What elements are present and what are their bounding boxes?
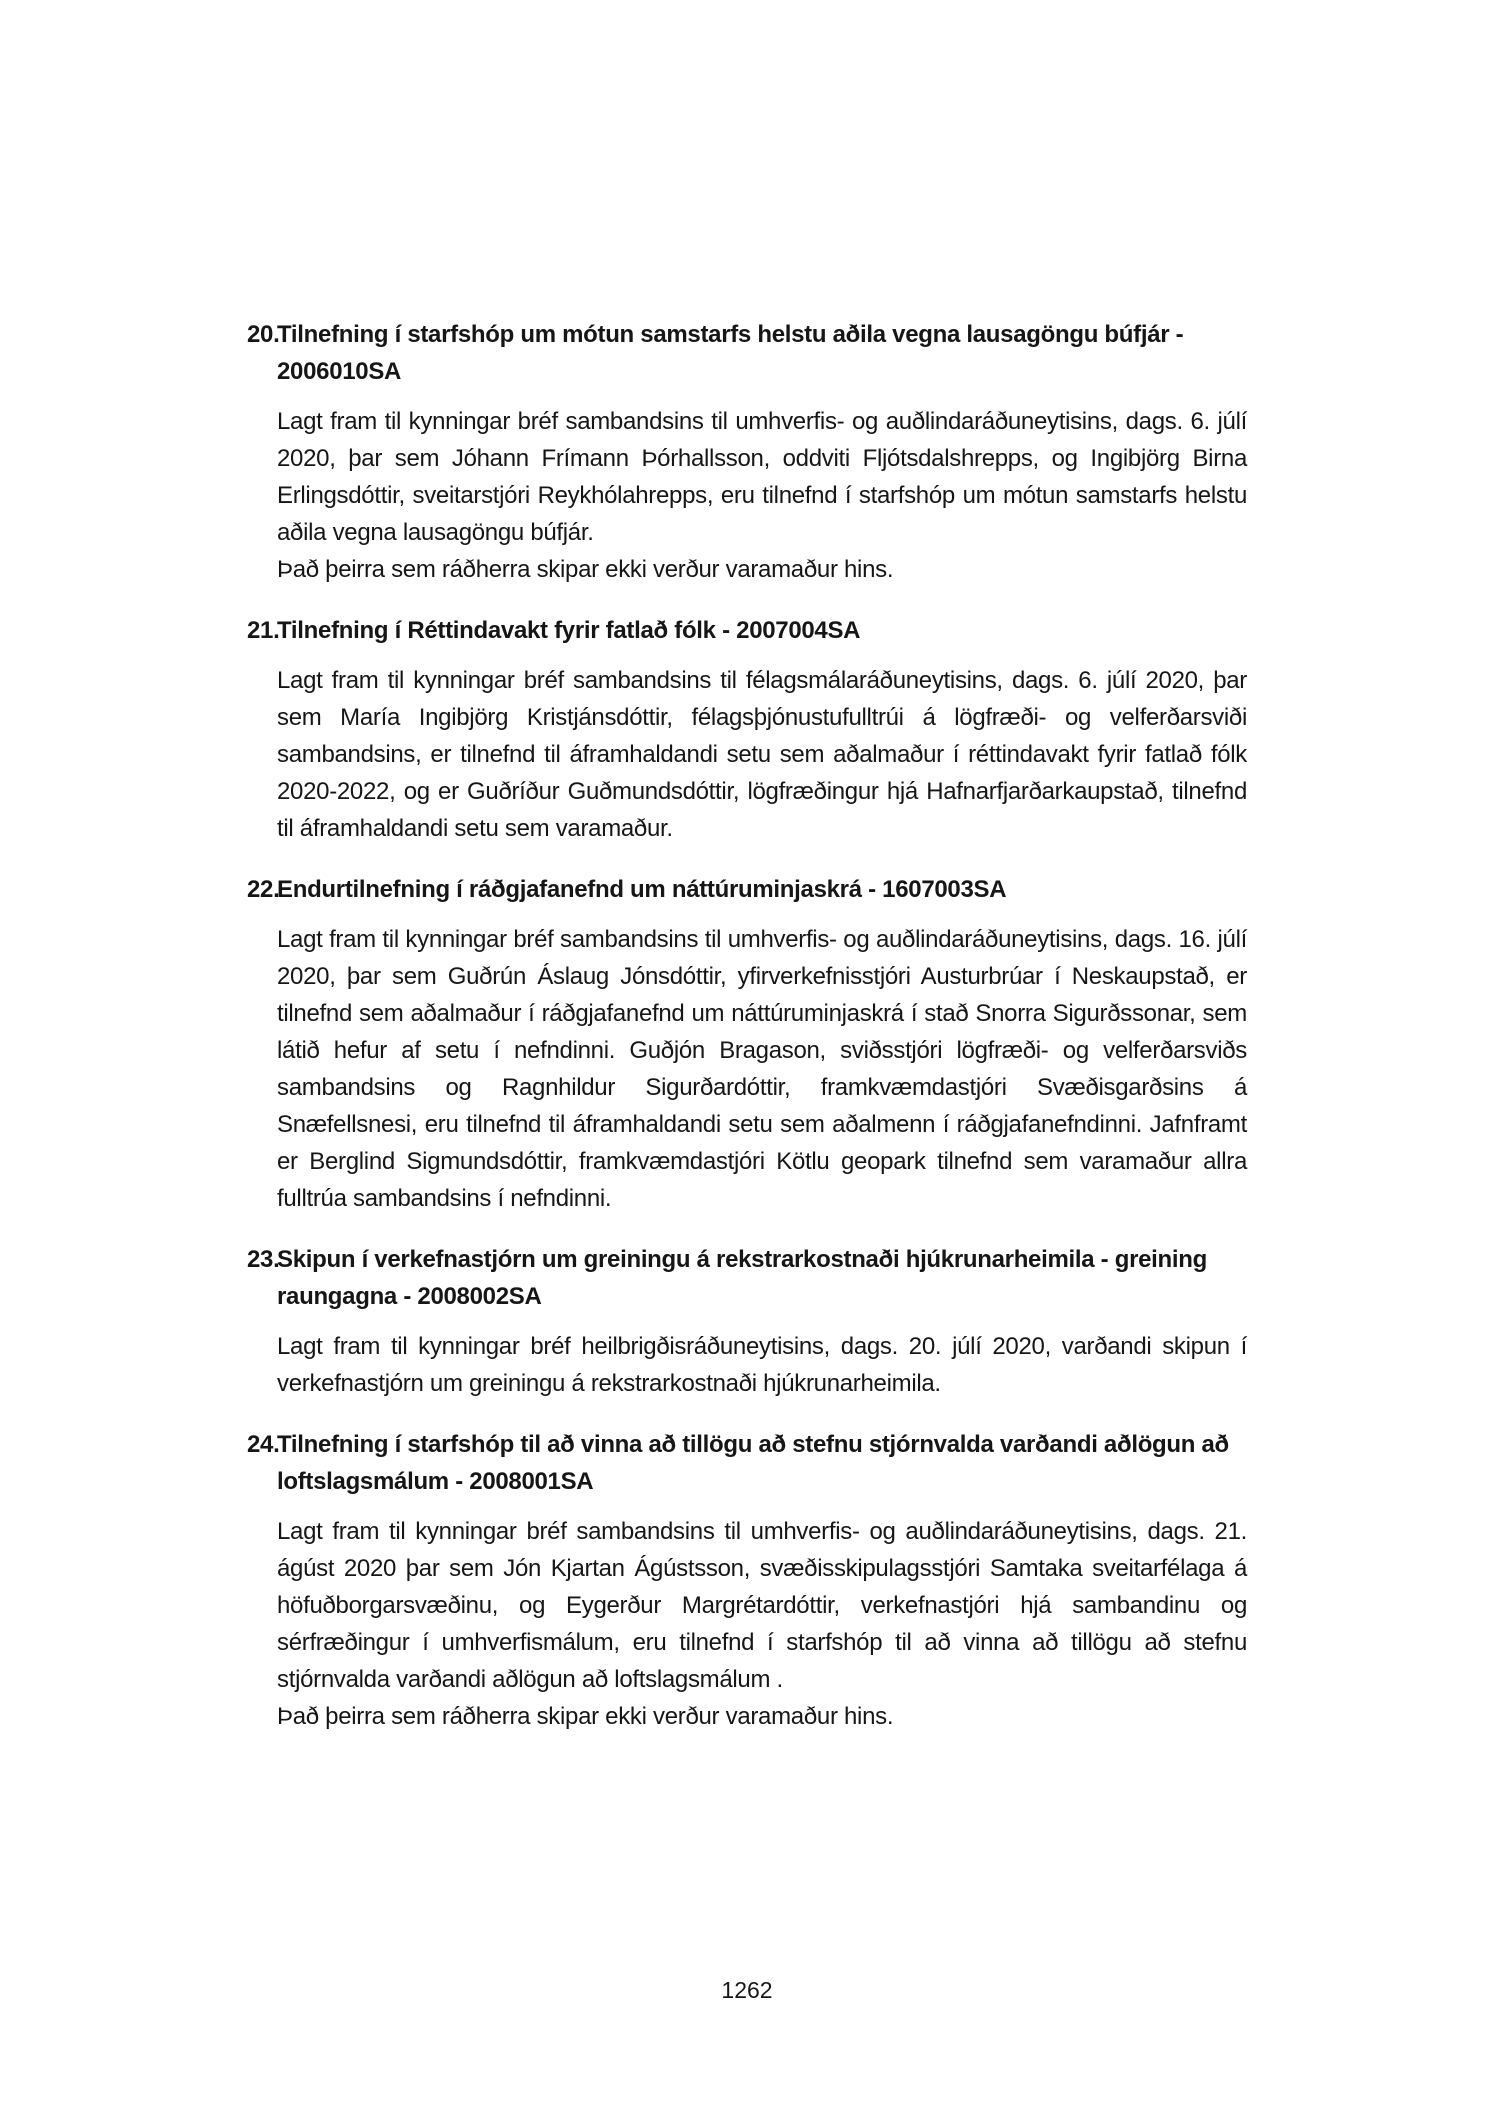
item-number: 24. [247,1431,280,1458]
page-number: 1262 [721,1977,773,2003]
item-paragraph: Lagt fram til kynningar bréf sambandsins til félagsmálaráðuneytisins, dags. 6. júlí 2020, þar sem María Ingibjörg Kristjánsdóttir, félagsþjónustufulltrúi á lögfræði- og velferðarsviði sambandsins, er tilnefnd til áframhaldandi setu sem aðalmaður í réttindavakt fyrir fatlað fólk 2020-2022, og er Guðríður Guðmundsdóttir, lögfræðingur hjá Hafnarfjarðarkaupstað, tilnefnd til áframhaldandi setu sem varamaður. [277,667,1247,842]
agenda-item-20 [247,316,1247,588]
item-title: Endurtilnefning í ráðgjafanefnd um náttúruminjaskrá - 1607003SA [277,876,1007,903]
item-title: Tilnefning í starfshóp um mótun samstarfs helstu aðila vegna lausagöngu búfjár - 2006010SA [277,321,1184,385]
item-title: Tilnefning í Réttindavakt fyrir fatlað fólk - 2007004SA [277,617,861,644]
agenda-item-22 [247,871,1247,1217]
item-body [277,1513,1247,1735]
item-paragraph: Lagt fram til kynningar bréf sambandsins til umhverfis- og auðlindaráðuneytisins, dags. 6. júlí 2020, þar sem Jóhann Frímann Þórhallsson, oddviti Fljótsdalshrepps, og Ingibjörg Birna Erlingsdóttir, sveitarstjóri Reykhólahrepps, eru tilnefnd í starfshóp um mótun samstarfs helstu aðila vegna lausagöngu búfjár. [277,408,1247,546]
item-paragraph: Lagt fram til kynningar bréf sambandsins til umhverfis- og auðlindaráðuneytisins, dags. 16. júlí 2020, þar sem Guðrún Áslaug Jónsdóttir, yfirverkefnisstjóri Austurbrúar í Neskaupstað, er tilnefnd sem aðalmaður í ráðgjafanefnd um náttúruminjaskrá í stað Snorra Sigurðssonar, sem látið hefur af setu í nefndinni. Guðjón Bragason, sviðsstjóri lögfræði- og velferðarsviðs sambandsins og Ragnhildur Sigurðardóttir, framkvæmdastjóri Svæðisgarðsins á Snæfellsnesi, eru tilnefnd til áframhaldandi setu sem aðalmenn í ráðgjafanefndinni. Jafnframt er Berglind Sigmundsdóttir, framkvæmdastjóri Kötlu geopark tilnefnd sem varamaður allra fulltrúa sambandsins í nefndinni. [277,926,1247,1212]
item-title: Tilnefning í starfshóp til að vinna að tillögu að stefnu stjórnvalda varðandi aðlögun að loftslagsmálum - 2008001SA [277,1431,1229,1495]
item-body [277,921,1247,1217]
item-number: 23. [247,1246,280,1273]
item-body [277,662,1247,847]
item-paragraph: Lagt fram til kynningar bréf sambandsins til umhverfis- og auðlindaráðuneytisins, dags. 21. ágúst 2020 þar sem Jón Kjartan Ágústsson, svæðisskipulagsstjóri Samtaka sveitarfélaga á höfuðborgarsvæðinu, og Eygerður Margrétardóttir, verkefnastjóri hjá sambandinu og sérfræðingur í umhverfismálum, eru tilnefnd í starfshóp til að vinna að tillögu að stefnu stjórnvalda varðandi aðlögun að loftslagsmálum . [277,1518,1247,1693]
item-body [277,403,1247,588]
item-title: Skipun í verkefnastjórn um greiningu á rekstrarkostnaði hjúkrunarheimila - greining raungagna - 2008002SA [277,1246,1207,1310]
item-body [277,1328,1247,1402]
item-number: 22. [247,876,280,903]
agenda-item-21 [247,612,1247,847]
item-number: 20. [247,321,280,348]
item-paragraph: Það þeirra sem ráðherra skipar ekki verður varamaður hins. [277,1703,894,1730]
agenda-item-24 [247,1426,1247,1735]
item-number: 21. [247,617,280,644]
agenda-items-list [247,316,1247,1759]
item-paragraph: Það þeirra sem ráðherra skipar ekki verður varamaður hins. [277,556,894,583]
item-paragraph: Lagt fram til kynningar bréf heilbrigðisráðuneytisins, dags. 20. júlí 2020, varðandi skipun í verkefnastjórn um greiningu á rekstrarkostnaði hjúkrunarheimila. [277,1333,1247,1397]
agenda-item-23 [247,1241,1247,1402]
